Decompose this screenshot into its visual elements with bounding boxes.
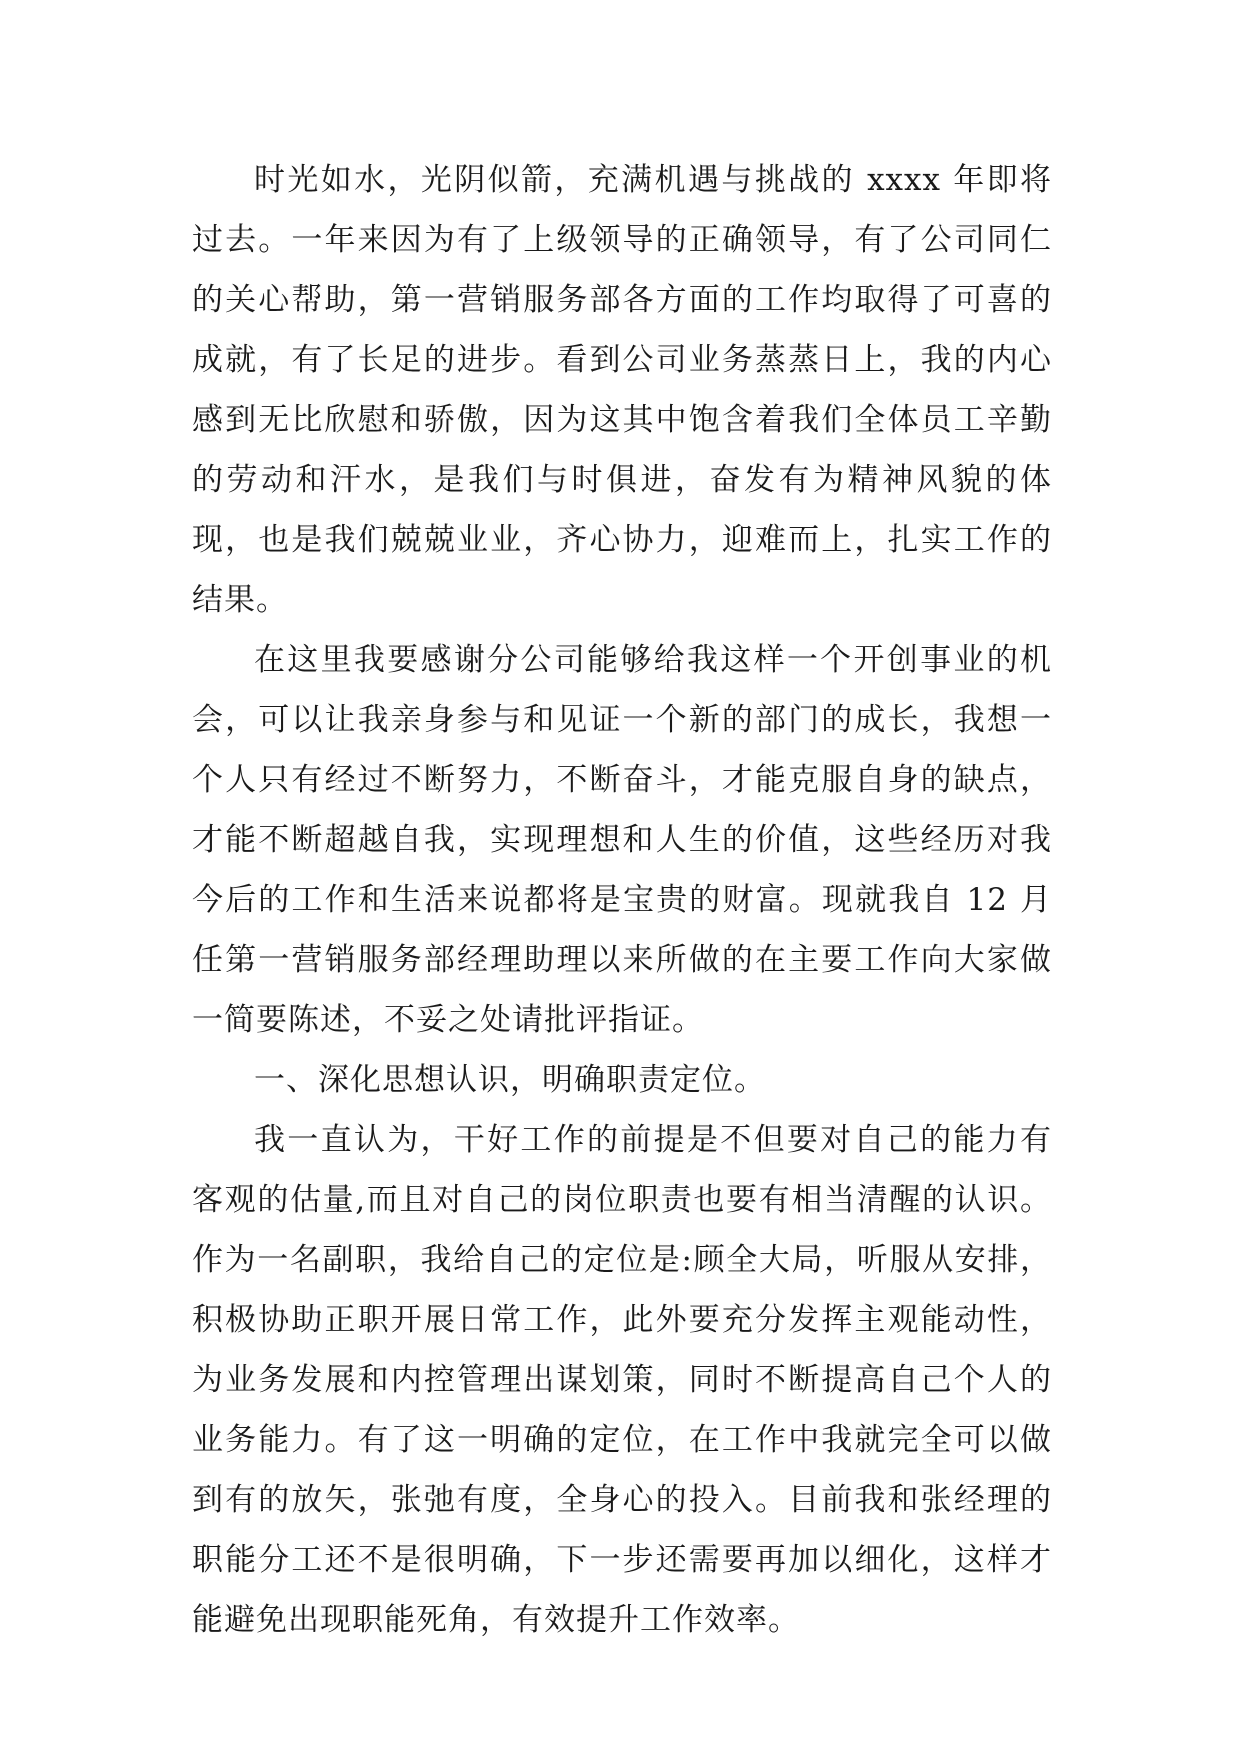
document-body: [192, 150, 1052, 1650]
paragraph-thanks: 在这里我要感谢分公司能够给我这样一个开创事业的机会，可以让我亲身参与和见证一个新的部门的成长，我想一个人只有经过不断努力，不断奋斗，才能克服自身的缺点，才能不断超越自我，实现理想和人生的价值，这些经历对我今后的工作和生活来说都将是宝贵的财富。现就我自 12 月任第一营销服务部经理助理以来所做的在主要工作向大家做一简要陈述，不妥之处请批评指证。: [192, 642, 1052, 1038]
paragraph-intro: 时光如水，光阴似箭，充满机遇与挑战的 xxxx 年即将过去。一年来因为有了上级领导的正确领导，有了公司同仁的关心帮助，第一营销服务部各方面的工作均取得了可喜的成就，有了长足的进步。看到公司业务蒸蒸日上，我的内心感到无比欣慰和骄傲，因为这其中饱含着我们全体员工辛勤的劳动和汗水，是我们与时俱进，奋发有为精神风貌的体现，也是我们兢兢业业，齐心协力，迎难而上，扎实工作的结果。: [192, 162, 1052, 618]
paragraph-positioning: 我一直认为，干好工作的前提是不但要对自己的能力有客观的估量,而且对自己的岗位职责也要有相当清醒的认识。作为一名副职，我给自己的定位是:顾全大局，听服从安排，积极协助正职开展日常工作，此外要充分发挥主观能动性，为业务发展和内控管理出谋划策，同时不断提高自己个人的业务能力。有了这一明确的定位，在工作中我就完全可以做到有的放矢，张弛有度，全身心的投入。目前我和张经理的职能分工还不是很明确，下一步还需要再加以细化，这样才能避免出现职能死角，有效提升工作效率。: [192, 1122, 1052, 1638]
section-heading-1: 一、深化思想认识，明确职责定位。: [254, 1062, 766, 1098]
